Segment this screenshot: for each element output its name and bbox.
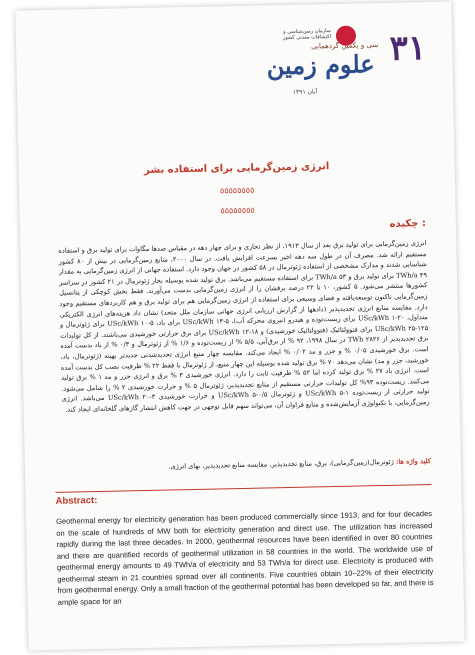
english-abstract-heading: Abstract: — [55, 495, 98, 507]
issue-number: ۳۱ — [389, 28, 427, 69]
keywords-label: کلید واژه ها: — [395, 457, 431, 466]
masthead-subtitle: سی و یکمین گردهمایی — [311, 41, 379, 51]
author-line-2: ٥٥٥٥٥٥٥٥ — [220, 205, 255, 216]
persian-abstract-heading: چکیده : — [389, 218, 427, 230]
author-line-1: ٥٥٥٥٥٥٥٥ — [219, 185, 255, 196]
section-divider — [55, 484, 431, 493]
article-title: انرژی زمین‌گرمایی برای استفاده بشر — [144, 161, 330, 176]
keywords-list: ژئوترمال(زمین‌گرمایی)، برق، منابع تجدیدپذیر، مقایسه منابع تجدیدپذیر، بهای انرژی. — [168, 457, 394, 471]
issue-date: آبان ۱۳۹۱ — [292, 88, 318, 96]
journal-title: علوم زمین — [266, 49, 375, 81]
persian-keywords — [63, 457, 431, 473]
article-page — [15, 2, 464, 651]
journal-masthead — [226, 18, 428, 102]
english-abstract-text: Geothermal energy for electricity generation has been produced commercially since 1913, and for four decades on the scale of hundreds of MW both for electricity generation and direct use. The utilization has increased rapidly during the last three decades. In 2000, geothermal resources have been identified in over 80 countries and there are quantified records of geothermal utilization in 58 countries in the world. The worldwide use of geothermal energy amounts to 49 TWh/a of electricity and 53 TWh/a for direct use. Electricity is produced with geothermal steam in 21 countries spread over all continents. Five countries obtain 10–22% of their electricity from geothermal energy. Only a small fraction of the geothermal potential has been developed so far, and there is ample space for an — [55, 509, 434, 607]
persian-abstract-text: انرژی زمین‌گرمایی برای تولید برق بعد از سال ۱۹۱۳، از نظر تجاری و برای چهار دهه در مقیاس صدها مگاوات برای تولید برق و استفاده مستقیم ارائه شد. مصرف آن در طول سه دهه اخیر بسرعت افزایش یافت. در سال ۲۰۰۰، منابع زمین‌گرمایی در بیش از ۸۰ کشور شناسایی شدند و مدارک مشخصی از استفاده ژئوترمال در ۵۸ کشور در جهان وجود دارد. استفاده جهانی از انرژی زمین‌گرمایی به مقدار ۴۹ TWh/a برای تولید برق و ۵۳ TWh/a برای استفاده مستقیم می‌باشد. برق تولید شده بوسیله بخار ژئوترمال در ۲۱ کشور در سراسر کشورها منتشر می‌شود. ۵ کشور، ۱۰ تا ۲۲ درصد برقشان را از انرژی زمین‌گرمایی بدست می‌آورند. فقط بخش کوچکی از پتانسیل زمین‌گرمایی تاکنون توسعه‌یافته و فضای وسیعی برای استفاده از انرژی زمین‌گرمایی هم برای تولید برق و هم کاربردهای مستقیم وجود دارد. مقایسه منابع انرژی تجدیدپذیر (دادهها از گزارش ارزیابی انرژی جهانی سازمان ملل متحد) نشان داد هزینه‌های انرژی الکتریکی متداول، USc/kWh ۱-۲۰ برای زیست‌توده و هیدرو (نیروی محرکه آب)، USc/kWh ۱۳-۵ برای باد، USc/kWh ۱۰-۵ برای ژئوترمال و USc/kWh ۲۵-۱۲۵ برای فتوولتائیک (فتوولتائیک خورشیدی) و USc/kWh ۱۲-۱۸ برای برق حرارتی خورشیدی می‌باشند. از کل تولیدات برق تجدیدپذیر از TWh ۲۸۲۶ در سال ۱۹۹۸، ۹۲ % از برق‌آبی، ۵/۵ % از زیست‌توده و ۱/۶ % از ژئوترمال و ۰/۳ % از باد بدست آمده است. برق خورشیدی ۰/۰۵ % و جزر و مد ۰/۰۲ % ایجاد می‌کند. مقایسه چهار منبع انرژی تجدیدشدنی جدیدتر بهینه (ژئوترمال، باد، خورشید، جزر و مد) نشان می‌دهد ۷۰ % برق تولید شده بوسیله این چهار منبع، از ژئوترمال با فقط ۲۲ % ظرفیت نصب کل بدست آمده است. انرژی باد ۲۷ % برق تولید کرده اما ۵۲ % ظرفیت ثابت را دارد. انرژی خورشیدی ۳ % برق و انرژی جزر و مد ۱ % برق تولید می‌کنند. زیست‌توده ۹۳% کل تولیدات حرارتی مستقیم از منابع تجدیدپذیر، ژئوترمال ۵ % و حرارت خورشیدی ۲ % را شامل می‌شود. تولید حرارتی از زیست‌توده USc/kWh ۵-۱ و ژئوترمال ۰/۵-۵ USc/kWh و حرارت خورشیدی ۳-۲۰ USc/kWh می‌باشد. انرژی زمین‌گرمایی، با تکنولوژی آزمایش‌شده و منابع فراوان آن، می‌تواند سهم قابل توجهی در جهت کاهش انتشار گازهای گلخانه‌ای ایجاد کند. — [58, 239, 430, 414]
publisher-name: سازمان زمین‌شناسی و اکتشافات معدنی کشور — [282, 28, 332, 42]
